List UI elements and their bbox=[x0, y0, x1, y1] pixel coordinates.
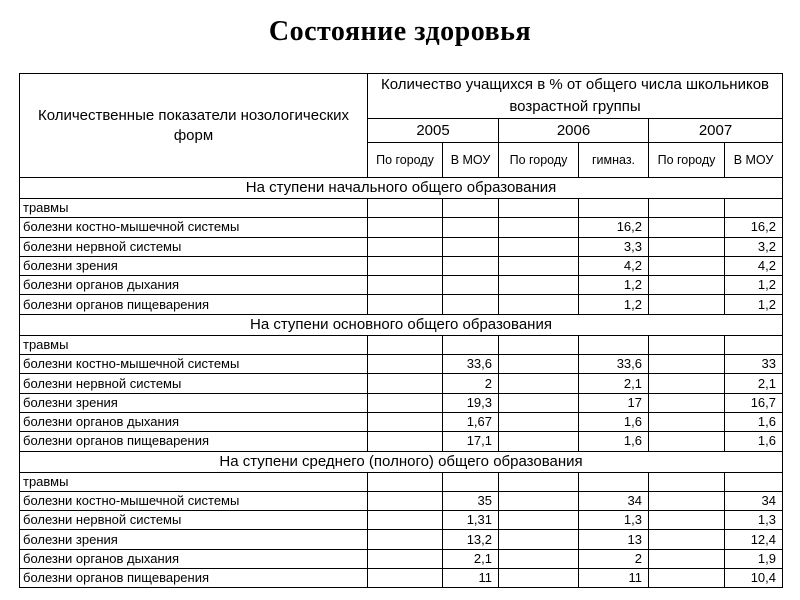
row-label: болезни костно-мышечной системы bbox=[20, 218, 368, 237]
table-row bbox=[20, 237, 783, 256]
header-students-percent: Количество учащихся в % от общего числа школьников возрастной группы bbox=[368, 74, 783, 119]
table-cell bbox=[499, 335, 579, 354]
row-label: болезни нервной системы bbox=[20, 511, 368, 530]
table-cell: 13 bbox=[579, 530, 649, 549]
table-cell: 1,2 bbox=[725, 276, 783, 295]
row-label: травмы bbox=[20, 199, 368, 218]
section-title: На ступени среднего (полного) общего образования bbox=[20, 451, 783, 472]
header-sub-city-2007: По городу bbox=[649, 143, 725, 178]
row-label: болезни органов дыхания bbox=[20, 412, 368, 431]
table-row bbox=[20, 530, 783, 549]
table-row bbox=[20, 355, 783, 374]
table-cell: 4,2 bbox=[725, 256, 783, 275]
table-cell: 1,31 bbox=[443, 511, 499, 530]
table-cell: 1,2 bbox=[725, 295, 783, 314]
row-label: болезни органов пищеварения bbox=[20, 569, 368, 588]
table-cell bbox=[443, 199, 499, 218]
table-cell: 11 bbox=[443, 569, 499, 588]
row-label: болезни нервной системы bbox=[20, 237, 368, 256]
table-cell bbox=[499, 432, 579, 451]
table-cell bbox=[499, 295, 579, 314]
table-cell: 2,1 bbox=[725, 374, 783, 393]
table-cell: 4,2 bbox=[579, 256, 649, 275]
table-cell: 2,1 bbox=[443, 549, 499, 568]
table-cell bbox=[649, 256, 725, 275]
row-label: болезни зрения bbox=[20, 393, 368, 412]
row-label: болезни органов дыхания bbox=[20, 276, 368, 295]
table-cell bbox=[499, 530, 579, 549]
table-cell: 34 bbox=[725, 491, 783, 510]
table-row bbox=[20, 412, 783, 431]
table-row bbox=[20, 432, 783, 451]
health-table bbox=[19, 73, 783, 588]
table-cell bbox=[368, 295, 443, 314]
table-cell: 2,1 bbox=[579, 374, 649, 393]
table-cell bbox=[368, 355, 443, 374]
page-title: Состояние здоровья bbox=[268, 16, 532, 47]
table-cell bbox=[368, 530, 443, 549]
table-cell: 33,6 bbox=[443, 355, 499, 374]
table-cell: 16,7 bbox=[725, 393, 783, 412]
table-cell bbox=[443, 335, 499, 354]
row-label: болезни нервной системы bbox=[20, 374, 368, 393]
table-cell bbox=[368, 432, 443, 451]
table-cell bbox=[443, 276, 499, 295]
row-label: болезни органов дыхания bbox=[20, 549, 368, 568]
table-cell bbox=[649, 199, 725, 218]
table-cell bbox=[368, 256, 443, 275]
table-row bbox=[20, 569, 783, 588]
table-cell bbox=[368, 199, 443, 218]
table-cell bbox=[443, 295, 499, 314]
table-cell bbox=[649, 295, 725, 314]
table-cell bbox=[649, 276, 725, 295]
row-label: болезни зрения bbox=[20, 530, 368, 549]
header-sub-mou-2005: В МОУ bbox=[443, 143, 499, 178]
header-indicators: Количественные показатели нозологических форм bbox=[20, 74, 368, 178]
table-cell bbox=[499, 218, 579, 237]
table-row bbox=[20, 393, 783, 412]
table-cell bbox=[649, 374, 725, 393]
table-cell bbox=[368, 276, 443, 295]
row-label: болезни органов пищеварения bbox=[20, 432, 368, 451]
section-row bbox=[20, 178, 783, 199]
table-cell bbox=[368, 237, 443, 256]
table-row bbox=[20, 335, 783, 354]
table-cell: 33,6 bbox=[579, 355, 649, 374]
table-cell bbox=[499, 199, 579, 218]
table-cell bbox=[368, 472, 443, 491]
row-label: болезни органов пищеварения bbox=[20, 295, 368, 314]
table-cell bbox=[649, 491, 725, 510]
table-cell: 1,2 bbox=[579, 276, 649, 295]
table-cell bbox=[649, 355, 725, 374]
table-cell: 2 bbox=[443, 374, 499, 393]
table-cell bbox=[725, 199, 783, 218]
table-cell: 2 bbox=[579, 549, 649, 568]
table-cell bbox=[499, 472, 579, 491]
table-cell bbox=[368, 511, 443, 530]
table-cell bbox=[649, 530, 725, 549]
table-cell bbox=[368, 412, 443, 431]
table-cell bbox=[368, 549, 443, 568]
header-sub-city-2006: По городу bbox=[499, 143, 579, 178]
table-cell: 1,2 bbox=[579, 295, 649, 314]
table-cell: 12,4 bbox=[725, 530, 783, 549]
table-cell bbox=[649, 569, 725, 588]
table-cell bbox=[579, 472, 649, 491]
table-cell: 1,9 bbox=[725, 549, 783, 568]
header-sub-gymnasium-2006: гимназ. bbox=[579, 143, 649, 178]
table-cell: 1,6 bbox=[579, 412, 649, 431]
table-cell: 1,3 bbox=[579, 511, 649, 530]
section-title: На ступени основного общего образования bbox=[20, 314, 783, 335]
table-row bbox=[20, 511, 783, 530]
table-cell: 16,2 bbox=[725, 218, 783, 237]
table-cell bbox=[368, 374, 443, 393]
table-cell: 1,6 bbox=[579, 432, 649, 451]
table-cell: 33 bbox=[725, 355, 783, 374]
table-cell: 1,6 bbox=[725, 412, 783, 431]
table-cell bbox=[368, 491, 443, 510]
section-title: На ступени начального общего образования bbox=[20, 178, 783, 199]
header-year-2007: 2007 bbox=[649, 119, 783, 143]
row-label: болезни костно-мышечной системы bbox=[20, 355, 368, 374]
table-cell bbox=[725, 472, 783, 491]
header-year-2005: 2005 bbox=[368, 119, 499, 143]
table-cell: 34 bbox=[579, 491, 649, 510]
table-cell bbox=[649, 335, 725, 354]
table-cell bbox=[499, 237, 579, 256]
table-cell: 1,6 bbox=[725, 432, 783, 451]
table-cell bbox=[499, 569, 579, 588]
table-cell bbox=[499, 374, 579, 393]
table-cell bbox=[499, 549, 579, 568]
table-cell: 16,2 bbox=[579, 218, 649, 237]
table-cell bbox=[649, 218, 725, 237]
table-row bbox=[20, 295, 783, 314]
table-cell bbox=[368, 218, 443, 237]
table-cell bbox=[443, 472, 499, 491]
table-row bbox=[20, 199, 783, 218]
table-cell: 10,4 bbox=[725, 569, 783, 588]
table-cell bbox=[499, 256, 579, 275]
table-row bbox=[20, 374, 783, 393]
table-cell bbox=[368, 335, 443, 354]
table-row bbox=[20, 256, 783, 275]
header-year-2006: 2006 bbox=[499, 119, 649, 143]
table-cell: 3,2 bbox=[725, 237, 783, 256]
table-cell bbox=[499, 355, 579, 374]
table-cell: 1,67 bbox=[443, 412, 499, 431]
table-cell: 35 bbox=[443, 491, 499, 510]
table-cell bbox=[443, 256, 499, 275]
table-cell bbox=[499, 511, 579, 530]
table-cell: 1,3 bbox=[725, 511, 783, 530]
table-cell bbox=[649, 393, 725, 412]
table-cell bbox=[443, 237, 499, 256]
table-row bbox=[20, 491, 783, 510]
table-cell bbox=[579, 335, 649, 354]
table-cell bbox=[649, 472, 725, 491]
table-cell bbox=[649, 432, 725, 451]
header-sub-city-2005: По городу bbox=[368, 143, 443, 178]
row-label: травмы bbox=[20, 335, 368, 354]
table-cell bbox=[499, 276, 579, 295]
table-cell bbox=[368, 393, 443, 412]
table-row bbox=[20, 549, 783, 568]
table-cell: 17 bbox=[579, 393, 649, 412]
section-row bbox=[20, 314, 783, 335]
header-row-1 bbox=[20, 74, 783, 119]
section-row bbox=[20, 451, 783, 472]
table-cell: 13,2 bbox=[443, 530, 499, 549]
table-row bbox=[20, 218, 783, 237]
row-label: болезни зрения bbox=[20, 256, 368, 275]
table-cell: 19,3 bbox=[443, 393, 499, 412]
row-label: травмы bbox=[20, 472, 368, 491]
table-cell: 11 bbox=[579, 569, 649, 588]
table-cell bbox=[499, 412, 579, 431]
table-cell bbox=[368, 569, 443, 588]
table-cell bbox=[725, 335, 783, 354]
row-label: болезни костно-мышечной системы bbox=[20, 491, 368, 510]
table-cell bbox=[649, 511, 725, 530]
table-cell: 17,1 bbox=[443, 432, 499, 451]
table-cell bbox=[649, 549, 725, 568]
table-cell bbox=[443, 218, 499, 237]
table-cell: 3,3 bbox=[579, 237, 649, 256]
table-cell bbox=[499, 393, 579, 412]
table-cell bbox=[499, 491, 579, 510]
table-row bbox=[20, 472, 783, 491]
table-cell bbox=[649, 237, 725, 256]
table-row bbox=[20, 276, 783, 295]
table-cell bbox=[649, 412, 725, 431]
header-sub-mou-2007: В МОУ bbox=[725, 143, 783, 178]
table-cell bbox=[579, 199, 649, 218]
